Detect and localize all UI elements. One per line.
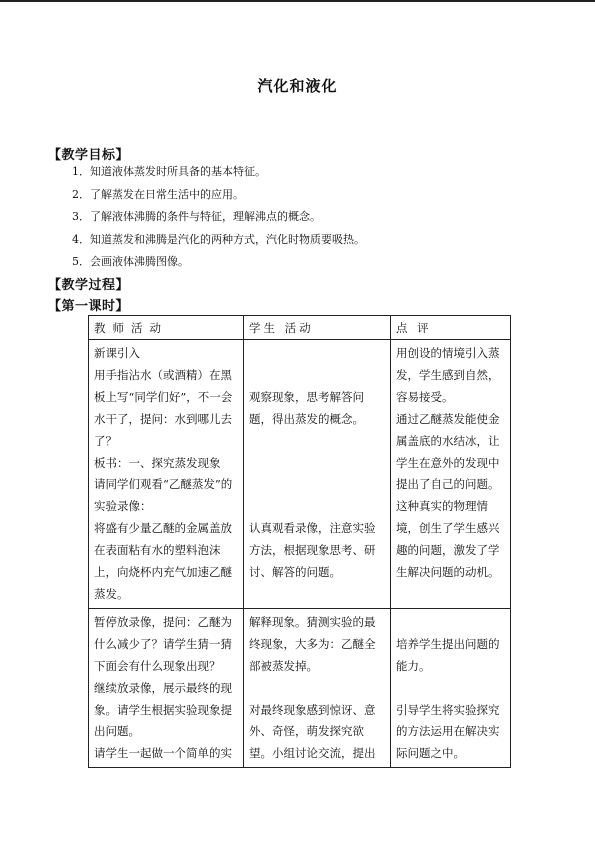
table-row xyxy=(89,340,511,609)
comment-text: 培养学生提出问题的能力。 引导学生将实验探究的方法运用在解决实际问题之中。 xyxy=(396,636,500,761)
student-activity-text: 观察现象，思考解答问题，得出蒸发的概念。 认真观看录像，注意实验方法，根据现象思考、研讨、解答的问题。 xyxy=(249,389,376,580)
column-header-teacher-activity: 教师活动 xyxy=(89,316,244,340)
goal-list xyxy=(72,165,365,278)
page-top-rule xyxy=(0,0,595,2)
goal-item: 3．了解液体沸腾的条件与特征，理解沸点的概念。 xyxy=(72,210,321,224)
heading-first-lesson: 【第一课时】 xyxy=(48,299,130,314)
document-title: 汽化和液化 xyxy=(257,77,338,95)
goal-item: 2．了解蒸发在日常生活中的应用。 xyxy=(72,187,244,201)
teacher-activity-text: 暂停放录像，提问：乙醚为什么减少了？请学生猜一猜下面会有什么现象出现？ 继续放录像，展示最终的现象。请学生根据实验现象提出问题。 请学生一起做一个简单的实 xyxy=(94,614,232,761)
student-activity-text: 解释现象。猜测实验的最终现象，大多为：乙醚全部被蒸发掉。 对最终现象感到惊讶、意外、奇怪，萌发探究欲望。小组讨论交流，提出 xyxy=(249,614,376,761)
teacher-activity-cell xyxy=(89,608,244,767)
heading-teaching-process: 【教学过程】 xyxy=(48,278,130,293)
teacher-activity-text: 新课引入 用手指沾水（或酒精）在黑板上写“同学们好”，不一会水干了，提问：水到哪儿去了？ 板书：一、探究蒸发现象 请同学们观看“乙醚蒸发”的实验录像： 将盛有少量乙醚的金属盖放在表面粘有水的塑料泡沫上，向烧杯内充气加速乙醚蒸发。 xyxy=(94,346,233,601)
column-header-student-activity: 学生 活动 xyxy=(244,316,391,340)
student-activity-cell xyxy=(244,340,391,609)
comment-cell xyxy=(391,608,511,767)
goal-item: 5．会画液体沸腾图像。 xyxy=(72,255,189,269)
student-activity-cell xyxy=(244,608,391,767)
table-header-row xyxy=(89,316,511,340)
goal-item: 4．知道蒸发和沸腾是汽化的两种方式，汽化时物质要吸热。 xyxy=(72,232,365,246)
column-header-comment: 点 评 xyxy=(391,316,511,340)
comment-text: 用创设的情境引入蒸发，学生感到自然，容易接受。 通过乙醚蒸发能使金属盖底的水结冰，让学生在意外的发现中提出了自己的问题。 这种真实的物理情境，创生了学生感兴趣的问题，激发了学生解决问题的动机。 xyxy=(396,346,500,580)
table-row xyxy=(89,608,511,767)
lesson-activity-table xyxy=(88,315,511,768)
teacher-activity-cell xyxy=(89,340,244,609)
goal-item: 1．知道液体蒸发时所具备的基本特征。 xyxy=(72,165,266,178)
heading-teaching-goals: 【教学目标】 xyxy=(48,148,130,163)
comment-cell xyxy=(391,340,511,609)
